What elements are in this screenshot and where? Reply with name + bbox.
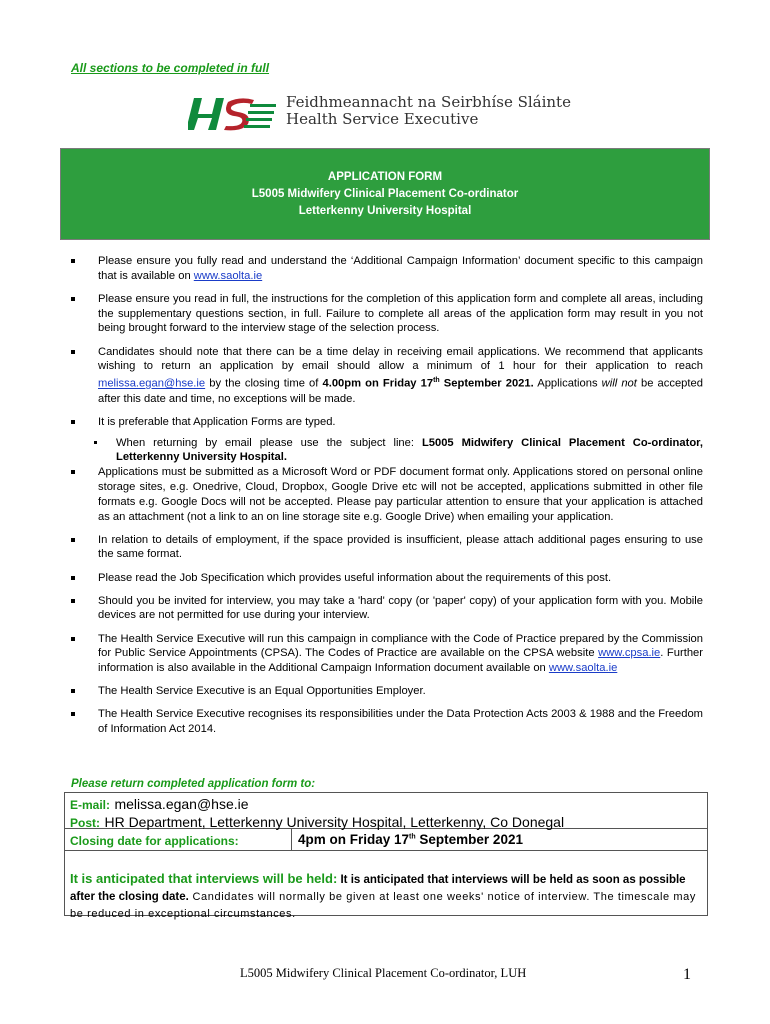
post-row [65,812,707,829]
list-item: Please ensure you fully read and understand the ‘Additional Campaign Information’ document specific to this campaign that is available on www.saolta.ie [58,254,703,284]
hse-logo-icon [188,94,280,134]
closing-value: 4pm on Friday 17th September 2021 [298,832,523,847]
return-heading: Please return completed application form to: [71,778,316,790]
closing-row [65,829,707,851]
logo-line-irish: Feidhmeannacht na Seirbhíse Sláinte [286,93,571,111]
post-title: L5005 Midwifery Clinical Placement Co-ordinator [251,188,519,200]
title-banner [60,148,710,240]
email-label: E-mail: [70,798,111,812]
post-value: HR Department, Letterkenny University Hospital, Letterkenny, Co Donegal [104,814,565,830]
list-item: Please ensure you read in full, the instructions for the completion of this application form and complete all areas, including the supplementary questions section, in full. Failure to complete all areas of the application form may result in you not being brought forward to the interview stage of the selection process. [58,292,703,336]
post-label: Post: [70,816,100,830]
list-item: When returning by email please use the subject line: L5005 Midwifery Clinical Placement Co-ordinator, Letterkenny University Hospital. [58,436,703,466]
top-note: All sections to be completed in full [71,61,270,75]
hospital-name: Letterkenny University Hospital [298,205,472,217]
saolta-link[interactable]: www.saolta.ie [193,269,263,282]
interview-note: It is anticipated that interviews will be held: It is anticipated that interviews will be held as soon as possible after the closing date. Candidates will normally be given at least one weeks' notice of interview. The timescale may be reduced in exceptional circumstances. [70,871,696,920]
logo-line-english: Health Service Executive [286,110,479,128]
list-item: In relation to details of employment, if the space provided is insufficient, please attach additional pages ensuring to use the same format. [58,533,703,563]
list-item: It is preferable that Application Forms are typed. [58,415,703,430]
saolta-link-2[interactable]: www.saolta.ie [548,662,618,675]
email-link[interactable]: melissa.egan@hse.ie [98,377,206,390]
footer-text: L5005 Midwifery Clinical Placement Co-ordinator, LUH [240,966,527,980]
email-value: melissa.egan@hse.ie [114,796,249,812]
hse-logo [188,94,608,134]
instructions-list [58,254,703,745]
list-item: Please read the Job Specification which provides useful information about the requirements of this post. [58,571,703,586]
email-row [65,793,707,812]
list-item: Should you be invited for interview, you may take a 'hard' copy (or 'paper' copy) of your application form with you. Mobile devices are not permitted for use during your interview. [58,594,703,624]
cpsa-link[interactable]: www.cpsa.ie [598,647,661,660]
list-item: The Health Service Executive recognises its responsibilities under the Data Protection Acts 2003 & 1988 and the Freedom of Information Act 2014. [58,707,703,737]
closing-label: Closing date for applications: [70,834,239,848]
return-details-table [64,792,708,920]
form-title: APPLICATION FORM [327,171,443,183]
list-item: Candidates should note that there can be a time delay in receiving email applications. We recommend that applicants wishing to return an application by email should allow a minimum of 1 hour for their application to reach melissa.egan@hse.ie by the closing time of 4.00pm on Friday 17th September 2021. Applications will not be accepted after this date and time, no exceptions will be made. [58,345,703,407]
page-number: 1 [683,966,691,983]
list-item: The Health Service Executive is an Equal Opportunities Employer. [58,684,703,699]
list-item: Applications must be submitted as a Microsoft Word or PDF document format only. Applications stored on personal online storage sites, e.g. Onedrive, Cloud, Dropbox, Google Drive etc will not be accepted, applications submitted in other file formats e.g. Google Docs will not be accepted. Please pay particular attention to ensure that your application is attached as an attachment (not a link to an on line storage site e.g. Google Drive) when emailing your application. [58,465,703,524]
list-item: The Health Service Executive will run this campaign in compliance with the Code of Practice prepared by the Commission for Public Service Appointments (CPSA). The Codes of Practice are available on the CPSA website www.cpsa.ie. Further information is also available in the Additional Campaign Information document available on www.saolta.ie [58,632,703,676]
